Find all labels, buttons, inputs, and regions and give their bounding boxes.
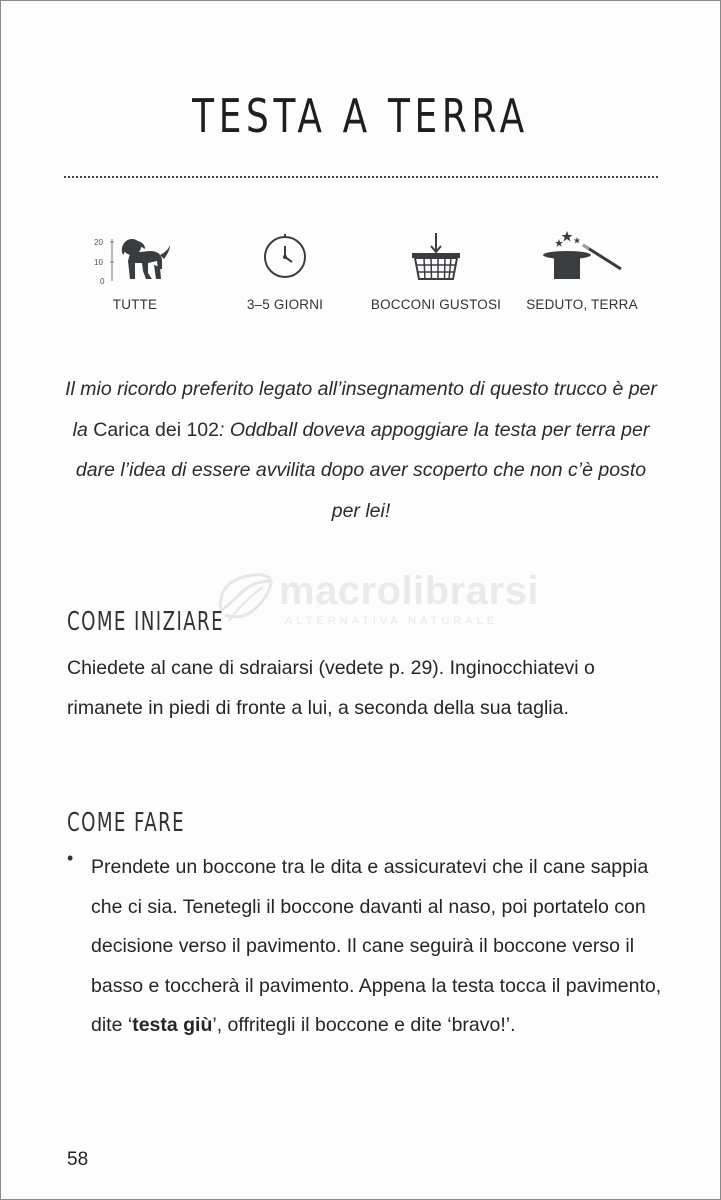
command-word: testa giù — [132, 1014, 213, 1036]
magic-hat-icon — [537, 229, 627, 281]
dotted-divider — [64, 176, 658, 178]
how-text-a: Prendete un boccone tra le dita e assicuratevi che il cane sappia che ci sia. Tenetegli il boccone davanti al naso, poi portatelo con decisione verso il pavimento. Il cane seguirà il boccone verso il basso e toccherà il pavimento. Appena la testa tocca il pavimento, dite ‘ — [91, 856, 662, 1036]
info-duration — [210, 229, 360, 312]
intro-text-2: : Oddball doveva appoggiare la testa per terra per dare l’idea di essere avvilita dopo aver scoperto che non c’è posto per lei! — [75, 418, 650, 522]
dog-size-icon — [90, 229, 180, 286]
watermark-tagline: ALTERNATIVA NATURALE — [285, 615, 499, 627]
clock-icon — [259, 229, 311, 281]
how-text-b: ’, offritegli il boccone e dite ‘bravo!’. — [212, 1014, 516, 1036]
info-label-rewards: BOCCONI GUSTOSI — [370, 297, 502, 312]
bullet-marker: • — [67, 848, 74, 868]
section-title-how: COME FARE — [67, 808, 186, 838]
page-number: 58 — [67, 1149, 89, 1170]
intro-movie-title: Carica dei 102 — [93, 418, 219, 441]
basket-icon — [406, 229, 466, 281]
info-prerequisites — [507, 229, 657, 312]
info-label-duration: 3–5 GIORNI — [246, 297, 324, 312]
scale-tick-20: 20 — [94, 238, 103, 247]
how-paragraph — [91, 848, 671, 1046]
info-label-dog-size: TUTTE — [112, 297, 158, 312]
intro-paragraph — [61, 369, 661, 531]
scale-tick-0: 0 — [100, 277, 105, 286]
page-title: TESTA A TERRA — [192, 89, 529, 143]
watermark-brand: macrolibrarsi — [279, 569, 539, 613]
info-dog-size — [60, 229, 210, 312]
section-title-start: COME INIZIARE — [67, 607, 225, 637]
intro-text-1: Il mio ricordo preferito legato all’insegnamento di questo trucco è per la — [65, 378, 657, 441]
start-paragraph: Chiedete al cane di sdraiarsi (vedete p. 29). Inginocchiatevi o rimanete in piedi di fronte a lui, a seconda della sua taglia. — [67, 657, 595, 719]
info-rewards — [361, 229, 511, 312]
info-label-prerequisites: SEDUTO, TERRA — [526, 297, 638, 312]
scale-tick-10: 10 — [94, 258, 103, 267]
